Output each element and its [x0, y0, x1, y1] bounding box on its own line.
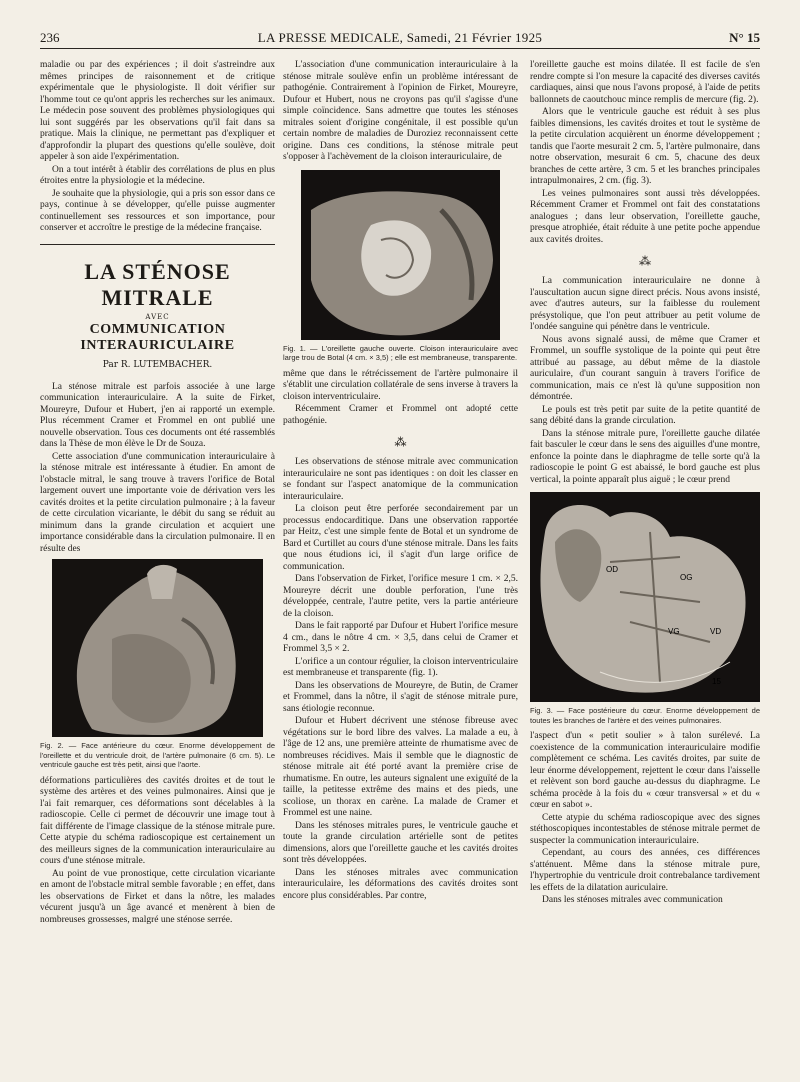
- fig3-label: OD: [606, 565, 618, 574]
- paragraph: Dans la sténose mitrale pure, l'oreillette gauche dilatée fait basculer le cœur dans le sens des aiguilles d'une montre, enfonce la pointe dans le diaphragme de telle sorte qu'à la radioscopie le point G est abaissé, le bord gauche est plus vertical, la pointe apparaît plus aiguë ; le cœur prend: [530, 428, 760, 485]
- section-stars: ⁂: [639, 254, 651, 268]
- paragraph: Dans les observations de Moureyre, de Butin, de Cramer et Frommel, dans la nôtre, il s'agit de sténose mitrale pure, sans étiologie reconnue.: [283, 680, 518, 714]
- paragraph: Cependant, au cours des années, ces différences s'atténuent. Même dans la sténose mitrale pure, l'hypertrophie du ventricule droit contrebalance tardivement les effets de la dilatation auriculaire.: [530, 848, 760, 893]
- figure-2-photo: [52, 559, 263, 737]
- figure-2-caption: Fig. 2. — Face antérieure du cœur. Enorme développement de l'oreillette et du ventricule droit, de l'artère pulmonaire (6 cm. 5). Le ventricule gauche est très petit, ainsi que l'aorte.: [40, 741, 275, 769]
- paragraph: Dans les sténoses mitrales avec communication: [542, 895, 723, 905]
- paragraph: Alors que le ventricule gauche est réduit à ses plus faibles dimensions, les cavités droites et tout le système de la petite circulation acquièrent un énorme développement ; tandis que l'aorte mesurait 2 cm. 5, l'artère pulmonaire, dans notre observation, mesurait 6 cm. 5, chacune des deux branches de cette artère, 3 cm. 5 et les branches principales intrapulmonaires, 2 cm. (fig. 3).: [530, 107, 760, 186]
- paragraph: Le pouls est très petit par suite de la petite quantité de sang débité dans la grande circulation.: [530, 404, 760, 426]
- issue-number: N° 15: [729, 30, 760, 45]
- heart-posterior-image: [530, 492, 760, 702]
- paragraph: même que dans le rétrécissement de l'artère pulmonaire il s'établit une circulation collatérale de sens inverse à travers la cloison interventriculaire.: [283, 368, 518, 402]
- paragraph: La communication interauriculaire ne donne à l'auscultation aucun signe direct précis. Nous avons insisté, avec d'autres auteurs, sur la faiblesse du roulement présystolique, que l'on peut attribuer au petit volume de l'ondée sanguine qui pénètre dans le ventricule.: [530, 276, 760, 332]
- paragraph: Récemment Cramer et Frommel ont adopté cette pathogénie.: [283, 404, 518, 426]
- article-subtitle: COMMUNICATION INTERAURICULAIRE: [80, 321, 235, 353]
- fig3-label: VG: [668, 627, 680, 636]
- article-author: Par R. LUTEMBACHER.: [102, 359, 213, 370]
- paragraph: Je souhaite que la physiologie, qui a pris son essor dans ce pays, continue à se développer, qu'elle puisse augmenter continuellement ses ressources et son importance, pour conserver et accroître le prestige de la médecine française.: [40, 188, 275, 233]
- figure-1-photo: [301, 170, 500, 340]
- column-3: [530, 60, 760, 1072]
- paragraph: Dans l'observation de Firket, l'orifice mesure 1 cm. × 2,5. Moureyre décrit une double perforation, l'une très développée, centrale, l'autre petite, vers la partie antérieure de la cloison.: [283, 574, 518, 619]
- paragraph: L'association d'une communication interauriculaire à la sténose mitrale soulève enfin un problème intéressant de pathogénie. Contrairement à l'opinion de Firket, Moureyre, Dufour et Hubert, nous ne croyons pas qu'il s'agisse d'une simple coïncidence. Sans admettre que toutes les sténoses mitrales soient d'origine congénitale, il est possible qu'un certain nombre de maladies de Duroziez reconnaissent cette origine. Dans ces conditions, la sténose mitrale peut s'opposer à l'achèvement de la cloison interauriculaire, de: [283, 60, 518, 162]
- paragraph: Dufour et Hubert décrivent une sténose fibreuse avec végétations sur le bord libre des valves. La malade a eu, à l'âge de 12 ans, une première atteinte de rhumatisme avec de nombreuses récidives. Mais il semble que le diagnostic de sténose mitrale ait été porté avant la première crise de rhumatisme. En outre, les auteurs signalent une exiguïté de la taille, la petitesse extrême des mains et des pieds, une scoliose, un thorax en carène. La malade de Cramer et Frommel est une naine.: [283, 716, 518, 818]
- fig3-label: VD: [710, 627, 722, 636]
- paragraph: Cette atypie du schéma radioscopique avec des signes stéthoscopiques incontestables de sténose mitrale permet de suspecter la communication interauriculaire.: [530, 812, 760, 846]
- figure-3-photo: [530, 492, 760, 702]
- paragraph: L'orifice a un contour régulier, la cloison interventriculaire est membraneuse et transparente (fig. 1).: [283, 656, 518, 678]
- paragraph: Cette association d'une communication interauriculaire à la sténose mitrale est intéressante à étudier. En amont de l'obstacle mitral, le sang trouve à travers l'orifice de Botal largement ouvert une importante voie de dérivation vers les cavités droites et la petite circulation pulmonaire ; à la faveur de cette circulation vicariante, le débit du sang se réduit au minimum dans la grande circulation et acquiert une importance considérable dans la circulation pulmonaire. Il en résulte des: [40, 451, 275, 554]
- paragraph: La sténose mitrale est parfois associée à une large communication interauriculaire. A la suite de Firket, Moureyre, Dufour et Hubert, j'en ai rapporté un exemple. Plus récemment Cramer et Frommel en ont publié une nouvelle observation. Tous ces documents ont été rassemblés dans la Thèse de mon élève le Dr de Souza.: [40, 381, 275, 449]
- paragraph: On a tout intérêt à établir des corrélations de plus en plus étroites entre la physiologie et la médecine.: [40, 164, 275, 186]
- fig3-label: 15: [712, 677, 721, 686]
- heart-anterior-image: [52, 559, 263, 737]
- paragraph: Dans les sténoses mitrales avec communication interauriculaire, les déformations des cavités droites sont encore plus considérables. Par contre,: [283, 867, 518, 901]
- fig3-label: OG: [680, 573, 693, 582]
- paragraph: Au point de vue pronostique, cette circulation vicariante en amont de l'obstacle mitral semble favorable ; en effet, dans les observations de Firket et dans la nôtre, les malades vécurent jusqu'à un âge avancé et menèrent à bien de nombreuses grossesses, malgré une sténose serrée.: [40, 868, 275, 925]
- paragraph: maladie ou par des expériences ; il doit s'astreindre aux mêmes principes de raisonnement et de critique expérimentale que le physiologiste. Il doit vérifier sur l'homme tout ce qu'ont appris les recherches sur les animaux. Le médecin pose souvent des problèmes physiologiques qui lui sont suggérés par les observations qu'il fait dans sa pratique. Mais la clinique, ne permettant pas d'expliquer et d'approfondir la plupart des questions qu'elle soulève, doit appeler à son aide l'expérimentation.: [40, 60, 275, 162]
- paragraph: La cloison peut être perforée secondairement par un processus endocarditique. Dans une observation rapportée par Heitz, c'est une simple fente de Botal et un syndrome de Bard et Curtillet au cours d'une sténose mitrale. Dans les faits que nous étudions ici, il s'agit d'un large orifice de communication.: [283, 504, 518, 572]
- left-atrium-image: [301, 170, 500, 340]
- section-stars: ⁂: [394, 435, 407, 449]
- paragraph: Nous avons signalé aussi, de même que Cramer et Frommel, un souffle systolique de la pointe qui peut être attribué au passage, au début même de la diastole auriculaire, d'un courant sanguin à travers l'orifice de communication, mais ce n'est là qu'une supposition non démontrée.: [530, 334, 760, 402]
- paragraph: déformations particulières des cavités droites et de tout le système des artères et des veines pulmonaires. Ainsi que je l'ai fait remarquer, ces déformations sont décelables à la radioscopie. Celle ci permet de découvrir une image tout à fait différente de l'image classique de la sténose mitrale pure. Cette atypie du schéma radioscopique est certainement un des meilleurs signes de la communication interauriculaire au cours d'une sténose mitrale.: [40, 775, 275, 866]
- column-1: [40, 60, 275, 1072]
- paragraph: l'oreillette gauche est moins dilatée. Il est facile de s'en rendre compte si l'on mesure la capacité des diverses cavités cardiaques, ainsi que nous l'avons proposé, à l'aide de petits ballonnets de caoutchouc mince remplis de mercure (fig. 2).: [530, 60, 760, 105]
- column-2: [283, 60, 518, 1072]
- paragraph: Les veines pulmonaires sont aussi très développées. Récemment Cramer et Frommel ont fait des constatations analogues ; dans leur observation, l'oreillette gauche, presque atrophiée, était réduite à une petite poche appendue aux cavités droites.: [530, 188, 760, 245]
- section-divider: [40, 244, 275, 245]
- paragraph: l'aspect d'un « petit soulier » à talon surélevé. La coexistence de la communication interauriculaire modifie complètement ce schéma. Les cavités droites, par suite de leur énorme développement, rejettent le cœur dans l'aisselle et relèvent son bord gauche au-dessus du diaphragme. Le schéma procède à la fois du « cœur transversal » et du « cœur en sabot ».: [530, 731, 760, 810]
- journal-title: LA PRESSE MEDICALE, Samedi, 21 Février 1925: [257, 30, 543, 45]
- paragraph: Dans le fait rapporté par Dufour et Hubert l'orifice mesure 4 cm., dans le nôtre 4 cm. × 3,5, dans celui de Cramer et Frommel 3,5 × 2.: [283, 621, 518, 654]
- running-header: [40, 30, 760, 49]
- paragraph: Les observations de sténose mitrale avec communication interauriculaire ne sont pas identiques : on doit les classer en se fondant sur l'aspect anatomique de la communication interauriculaire.: [283, 457, 518, 502]
- figure-3-caption: Fig. 3. — Face postérieure du cœur. Enorme développement de toutes les branches de l'artère et des veines pulmonaires.: [530, 706, 760, 725]
- figure-1-caption: Fig. 1. — L'oreillette gauche ouverte. Cloison interauriculaire avec large trou de Botal (4 cm. × 3,5) ; elle est membraneuse, transparente.: [283, 343, 518, 362]
- paragraph: Dans les sténoses mitrales pures, le ventricule gauche et toute la grande circulation artérielle sont de petites dimensions, alors que l'oreillette gauche et les cavités droites sont très développées.: [283, 820, 518, 865]
- article-avec: AVEC: [145, 312, 170, 321]
- article-title: LA STÉNOSE MITRALE: [84, 258, 231, 310]
- page-number: 236: [40, 30, 60, 45]
